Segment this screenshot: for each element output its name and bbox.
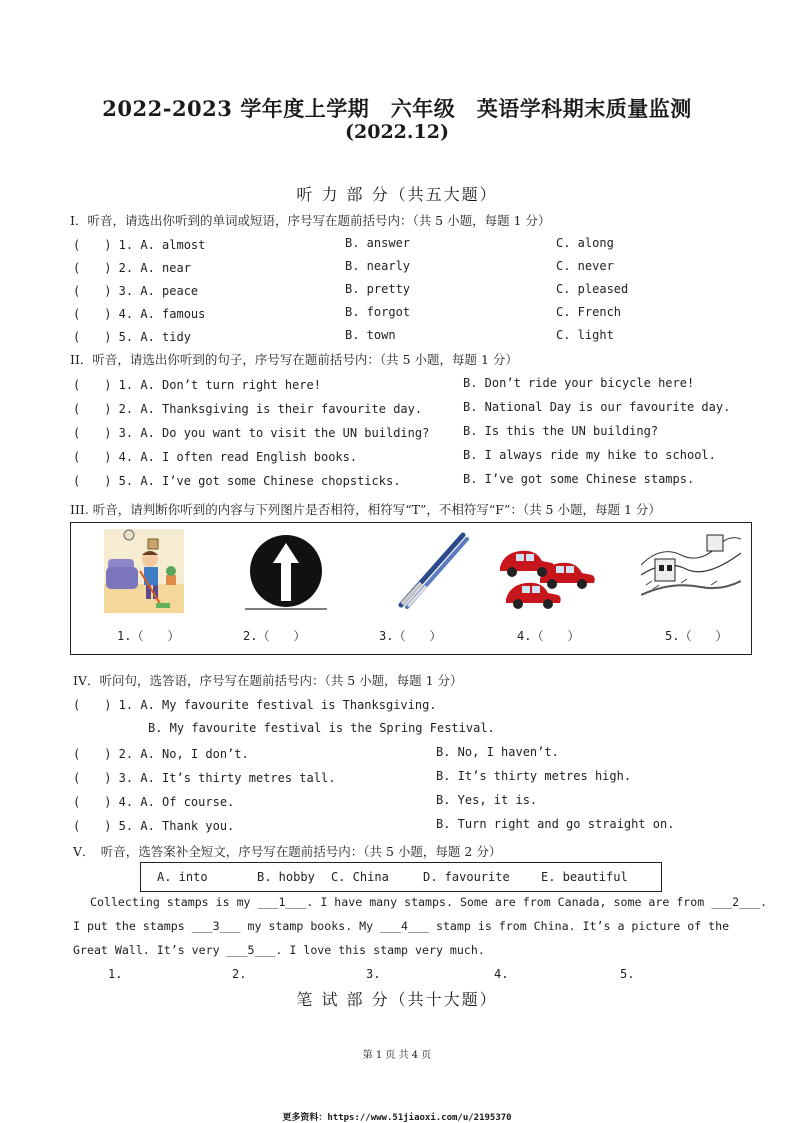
picture-box xyxy=(70,522,752,655)
s3-label-2: 2.（ ） xyxy=(243,629,306,643)
s1-q1-c: C. along xyxy=(556,236,614,250)
s2-q2-b: B. National Day is our favourite day. xyxy=(463,400,731,414)
great-wall-picture xyxy=(641,525,741,603)
word-bank-option-b: B. hobby xyxy=(257,870,315,884)
s1-q1-a: ( ) 1. A. almost xyxy=(73,238,206,252)
s1-q2-a: ( ) 2. A. near xyxy=(73,261,191,275)
s2-q2-a: ( ) 2. A. Thanksgiving is their favourite day. xyxy=(73,402,423,416)
s2-q1-b: B. Don’t ride your bicycle here! xyxy=(463,376,695,390)
answer-blank-1: 1. xyxy=(108,967,123,981)
section1-instruction: I．听音，请选出你听到的单词或短语，序号写在题前括号内：（共 5 小题，每题 1 分） xyxy=(70,213,551,228)
s1-q3-c: C. pleased xyxy=(556,282,629,296)
s4-q2-b: B. No, I haven’t. xyxy=(436,745,559,759)
s2-q5-b: B. I’ve got some Chinese stamps. xyxy=(463,472,695,486)
section2-instruction: II．听音，请选出你听到的句子，序号写在题前括号内：（共 5 小题，每题 1 分） xyxy=(70,352,518,367)
s4-q3-b: B. It’s thirty metres high. xyxy=(436,769,632,783)
exam-date: (2022.12) xyxy=(345,121,449,143)
word-bank-option-d: D. favourite xyxy=(423,870,510,884)
more-resources-link[interactable]: 更多资料：https://www.51jiaoxi.com/u/2195370 xyxy=(282,1113,512,1123)
section3-instruction: III. 听音，请判断你听到的内容与下列图片是否相符，相符写“T”，不相符写“F”：（共 5 小题，每题 1 分） xyxy=(70,502,661,517)
word-bank-option-e: E. beautiful xyxy=(541,870,628,884)
s4-q4-b: B. Yes, it is. xyxy=(436,793,538,807)
s1-q4-b: B. forgot xyxy=(345,305,411,319)
word-bank xyxy=(140,862,662,892)
s1-q5-b: B. town xyxy=(345,328,396,342)
page-number: 第 1 页 共 4 页 xyxy=(362,1050,432,1061)
s4-q4-a: ( ) 4. A. Of course. xyxy=(73,795,235,809)
exam-title: 2022-2023 学年度上学期 六年级 英语学科期末质量监测 xyxy=(102,96,692,121)
answer-blank-5: 5. xyxy=(620,967,635,981)
section5-instruction: V． 听音，选答案补全短文，序号写在题前括号内：（共 5 小题，每题 2 分） xyxy=(73,844,502,859)
s1-q3-a: ( ) 3. A. peace xyxy=(73,284,199,298)
cars-picture xyxy=(496,541,596,613)
passage-line-1: Collecting stamps is my ___1___. I have many stamps. Some are from Canada, some are from ___2___. xyxy=(90,895,768,909)
s1-q5-a: ( ) 5. A. tidy xyxy=(73,330,191,344)
s1-q4-a: ( ) 4. A. famous xyxy=(73,307,206,321)
s4-q5-b: B. Turn right and go straight on. xyxy=(436,817,675,831)
s4-q2-a: ( ) 2. A. No, I don’t. xyxy=(73,747,249,761)
s4-q1-b: B. My favourite festival is the Spring Festival. xyxy=(148,721,495,735)
s3-label-1: 1.（ ） xyxy=(117,629,180,643)
s3-label-5: 5.（ ） xyxy=(665,629,728,643)
s2-q3-b: B. Is this the UN building? xyxy=(463,424,659,438)
passage-line-3: Great Wall. It’s very ___5___. I love this stamp very much. xyxy=(73,943,485,957)
s1-q1-b: B. answer xyxy=(345,236,411,250)
arrow-sign-picture xyxy=(243,531,329,613)
section4-instruction: IV．听问句，选答语，序号写在题前括号内：（共 5 小题，每题 1 分） xyxy=(73,673,463,688)
s1-q2-b: B. nearly xyxy=(345,259,411,273)
s3-label-4: 4.（ ） xyxy=(517,629,580,643)
s2-q1-a: ( ) 1. A. Don’t turn right here! xyxy=(73,378,321,392)
s4-q5-a: ( ) 5. A. Thank you. xyxy=(73,819,235,833)
s2-q3-a: ( ) 3. A. Do you want to visit the UN building? xyxy=(73,426,430,440)
mopping-picture xyxy=(104,529,184,613)
s1-q3-b: B. pretty xyxy=(345,282,411,296)
word-bank-option-c: C. China xyxy=(331,870,389,884)
word-bank-option-a: A. into xyxy=(157,870,208,884)
s1-q5-c: C. light xyxy=(556,328,614,342)
answer-blank-3: 3. xyxy=(366,967,381,981)
s4-q1-a: ( ) 1. A. My favourite festival is Thanksgiving. xyxy=(73,698,437,712)
s4-q3-a: ( ) 3. A. It’s thirty metres tall. xyxy=(73,771,336,785)
answer-blank-2: 2. xyxy=(232,967,247,981)
answer-blank-4: 4. xyxy=(494,967,509,981)
s2-q4-a: ( ) 4. A. I often read English books. xyxy=(73,450,358,464)
s1-q4-c: C. French xyxy=(556,305,622,319)
s1-q2-c: C. never xyxy=(556,259,614,273)
s2-q4-b: B. I always ride my hike to school. xyxy=(463,448,716,462)
writing-section-title: 笔 试 部 分（共十大题） xyxy=(296,990,498,1009)
chopsticks-picture xyxy=(393,529,473,613)
s3-label-3: 3.（ ） xyxy=(379,629,442,643)
passage-line-2: I put the stamps ___3___ my stamp books. My ___4___ stamp is from China. It’s a picture of the xyxy=(73,919,730,933)
s2-q5-a: ( ) 5. A. I’ve got some Chinese chopsticks. xyxy=(73,474,401,488)
listening-section-title: 听 力 部 分（共五大题） xyxy=(296,185,498,204)
